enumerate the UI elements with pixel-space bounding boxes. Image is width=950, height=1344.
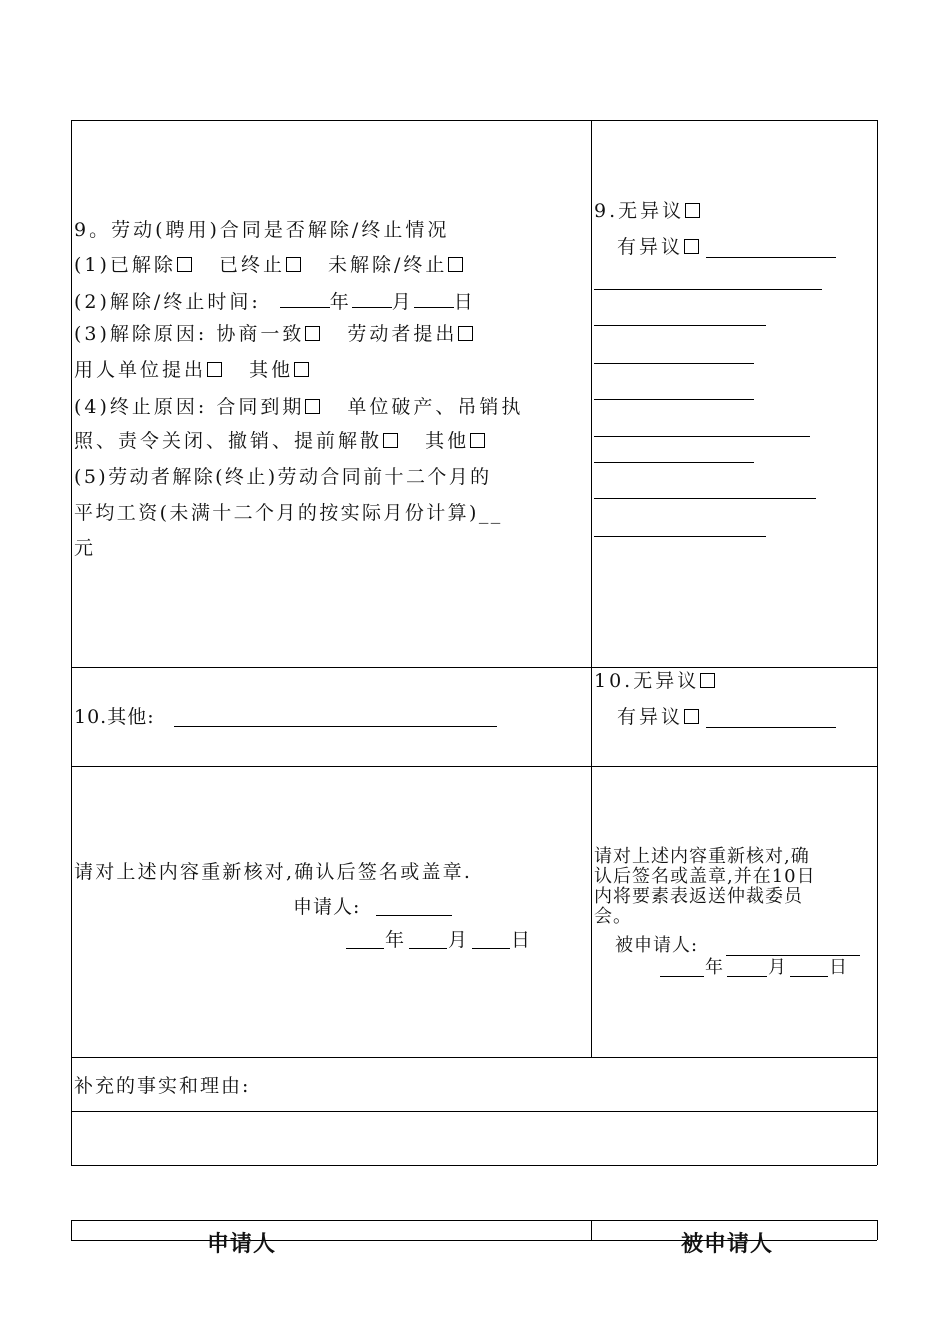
respondent-day-blank[interactable]: [790, 976, 828, 977]
respondent-month-blank[interactable]: [727, 976, 767, 977]
r-confirm-line-4: 会。: [594, 906, 632, 927]
checkbox-bankrupt[interactable]: [383, 433, 398, 448]
s9-line-4: 用人单位提出 其他: [74, 359, 309, 381]
objection-line: [594, 436, 810, 437]
s9-line-8: 平均工资(未满十二个月的按实际月份计算)__: [74, 502, 503, 524]
objection-line: [594, 399, 754, 400]
other-blank[interactable]: [174, 726, 497, 727]
applicant-year-blank[interactable]: [346, 948, 384, 949]
month-label: 月: [448, 929, 471, 951]
month-label: 月: [768, 957, 787, 978]
year-label: 年: [385, 929, 408, 951]
checkbox-not-terminated[interactable]: [448, 257, 463, 272]
s9-line-7: (5)劳动者解除(终止)劳动合同前十二个月的: [74, 466, 492, 488]
day-label: 日: [511, 929, 534, 951]
objection-line: [594, 325, 766, 326]
objection-line: [594, 462, 754, 463]
checkbox-objection-9[interactable]: [684, 239, 699, 254]
checkbox-objection-10[interactable]: [684, 709, 699, 724]
s9-line-3: (3)解除原因: 协商一致 劳动者提出: [74, 323, 473, 345]
applicant-signature[interactable]: [376, 915, 452, 916]
s9-line-9: 元: [74, 537, 97, 559]
r-confirm-line-3: 内将要素表返送仲裁委员: [594, 886, 803, 907]
objection-9-blank[interactable]: [706, 257, 836, 258]
section-9-title: 9。劳动(聘用)合同是否解除/终止情况: [74, 219, 450, 241]
checkbox-ended[interactable]: [286, 257, 301, 272]
r9-line-2: 有异议: [617, 236, 699, 258]
r10-line-1: 10.无异议: [594, 670, 715, 692]
applicant-month-blank[interactable]: [409, 948, 447, 949]
applicant-header: 申请人: [207, 1232, 277, 1257]
supplement-label: 补充的事实和理由:: [74, 1075, 251, 1097]
confirm-text: 请对上述内容重新核对,确认后签名或盖章.: [74, 861, 473, 883]
year-blank[interactable]: [280, 289, 330, 308]
checkbox-terminated[interactable]: [177, 257, 192, 272]
checkbox-no-objection-9[interactable]: [685, 203, 700, 218]
respondent-year-blank[interactable]: [660, 976, 704, 977]
s9-line-6: 照、责令关闭、撤销、提前解散 其他: [74, 430, 485, 452]
respondent-label: 被申请人:: [615, 935, 699, 956]
checkbox-other-reason[interactable]: [294, 362, 309, 377]
r9-line-1: 9.无异议: [594, 200, 700, 222]
objection-line: [594, 498, 816, 499]
s9-line-5: (4)终止原因: 合同到期 单位破产、吊销执: [74, 396, 524, 418]
supplement-field[interactable]: [73, 1113, 875, 1163]
checkbox-expired[interactable]: [305, 399, 320, 414]
respondent-header: 被申请人: [681, 1232, 774, 1257]
day-blank[interactable]: [414, 289, 454, 308]
r10-line-2: 有异议: [617, 706, 699, 728]
s9-line-1: (1)已解除 已终止 未解除/终止: [74, 254, 463, 276]
applicant-label: 申请人:: [293, 896, 361, 918]
r-confirm-line-1: 请对上述内容重新核对,确: [594, 846, 810, 867]
respondent-signature[interactable]: [726, 955, 860, 956]
checkbox-employer[interactable]: [207, 362, 222, 377]
day-label: 日: [829, 957, 848, 978]
objection-line: [594, 289, 822, 290]
checkbox-worker[interactable]: [458, 326, 473, 341]
month-blank[interactable]: [352, 289, 392, 308]
checkbox-mutual[interactable]: [305, 326, 320, 341]
applicant-day-blank[interactable]: [472, 948, 510, 949]
r-confirm-line-2: 认后签名或盖章,并在10日: [594, 866, 816, 887]
objection-line: [594, 363, 754, 364]
s10-label: 10.其他:: [74, 706, 155, 728]
checkbox-no-objection-10[interactable]: [700, 673, 715, 688]
objection-line: [594, 536, 766, 537]
year-label: 年: [705, 957, 724, 978]
objection-10-blank[interactable]: [706, 727, 836, 728]
checkbox-other-end[interactable]: [470, 433, 485, 448]
s9-line-2: (2)解除/终止时间: 年 月 日: [74, 291, 476, 313]
